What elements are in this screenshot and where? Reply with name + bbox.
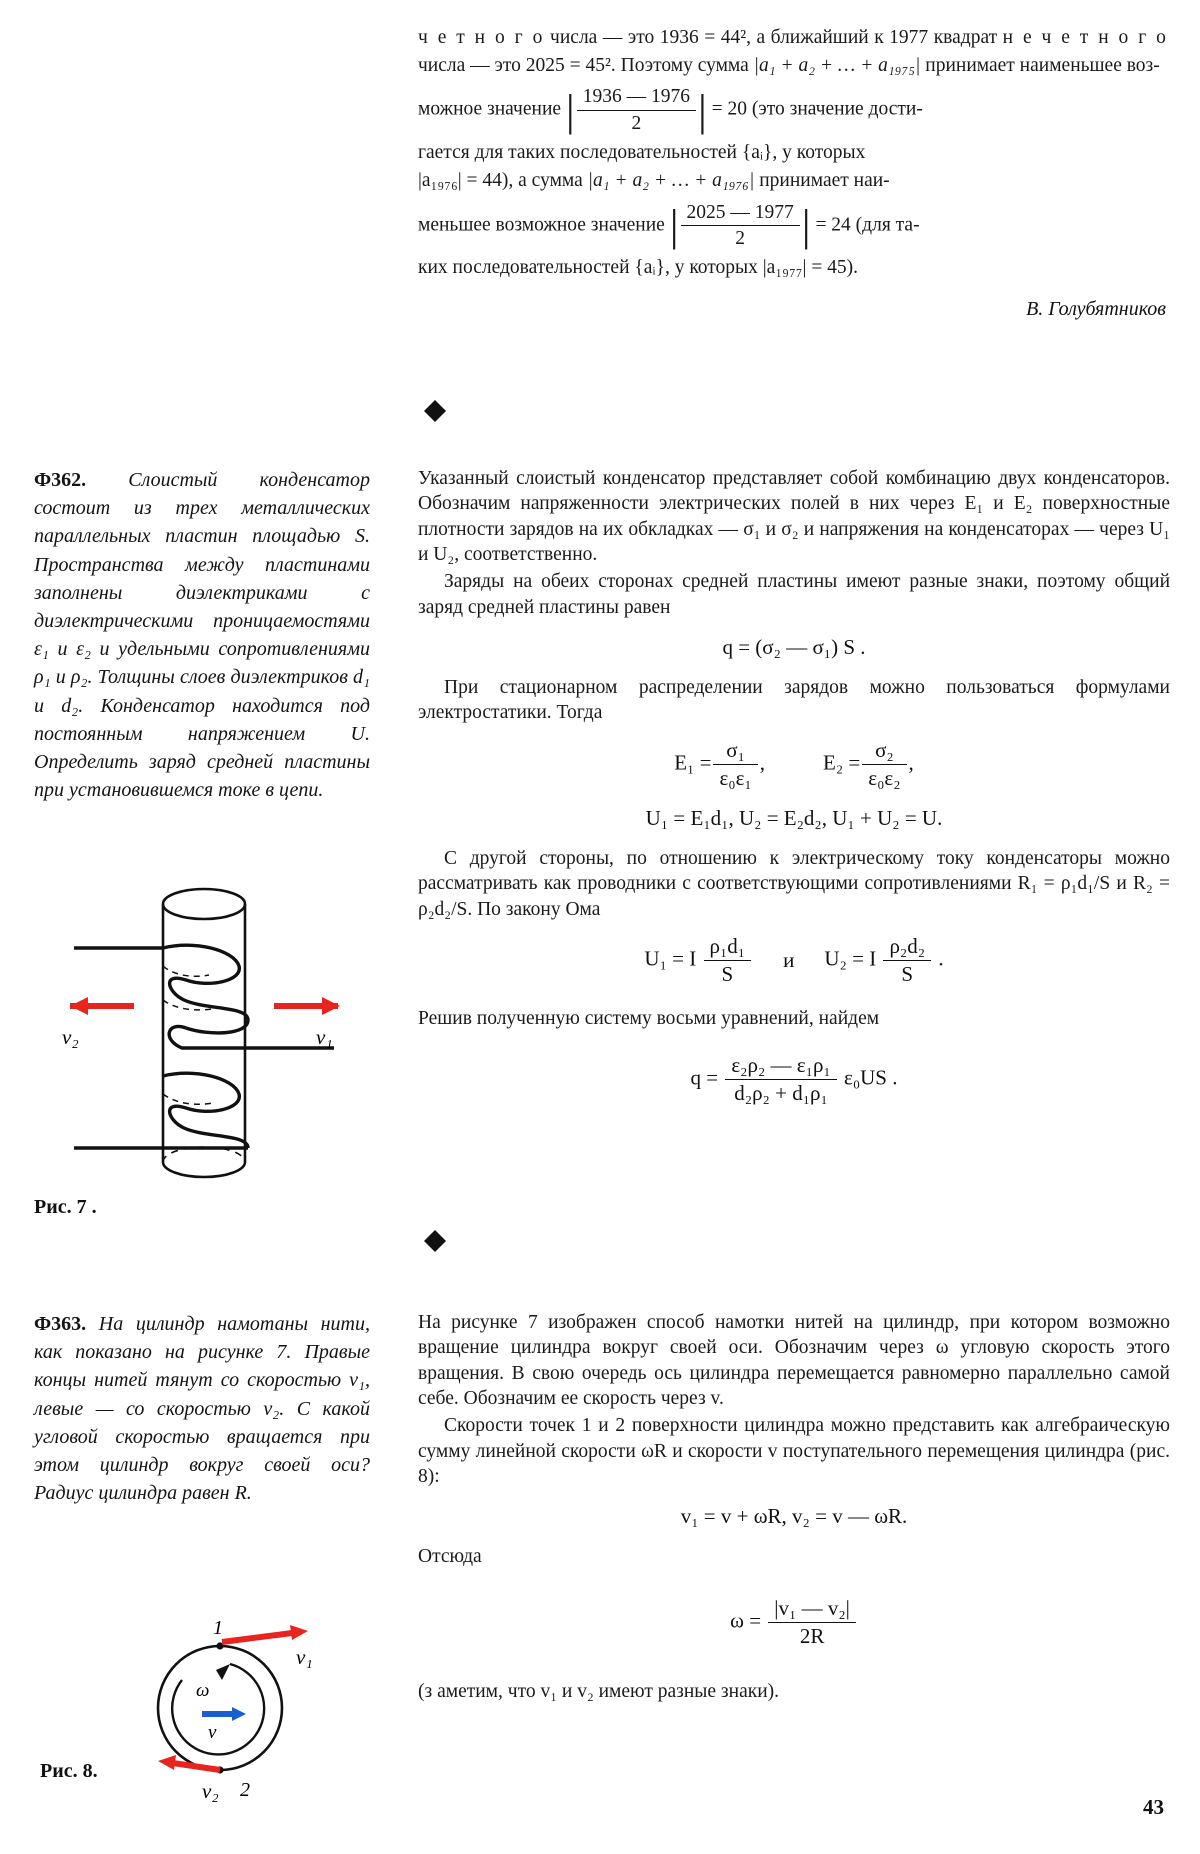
figure-8-velocity-v2-arrow (158, 1755, 220, 1770)
figure-7-label-v1: v₁ (316, 1025, 333, 1049)
p362-eq2-left: E₁ = $\frac{\text{σ₁}}{\text{ε₀ε₁}}$ , (674, 737, 765, 790)
top-line2-b: н е ч е т н о г о (1002, 27, 1169, 48)
p362-eq2-right-lhs: E₂ = (823, 750, 861, 775)
fraction-denominator: S (721, 962, 734, 987)
top-line3-b: |a₁ + a₂ + … + a₁₉₇₅| (753, 54, 921, 76)
p363-sol-p2: Скорости точек 1 и 2 поверхности цилиндра можно представить как алгебраическую сумму линейной скорости ωR и скорости v поступательного перемещения цилиндра (рис. 8): (418, 1415, 1170, 1488)
fraction-numerator: 1936 — 1976 (577, 85, 696, 110)
problem-363-statement-column (34, 1310, 370, 1507)
fraction-numerator: 2025 — 1977 (681, 201, 800, 226)
problem-363-number: Ф363. (34, 1313, 87, 1335)
figure-8-label-v2: v₂ (202, 1779, 219, 1803)
p362-equation-2 (418, 738, 1170, 791)
top-line1-b: числа — это (550, 27, 655, 48)
p362-eq4-right (824, 934, 943, 987)
top-frac-line-1 (418, 85, 1168, 135)
top-line4-a: можное значение (418, 98, 562, 120)
figure-8-label-v1: v₁ (296, 1645, 313, 1669)
p362-sol-p3: При стационарном распределении зарядов можно пользоваться формулами электростатики. Тогда (418, 677, 1170, 724)
figure-8 (110, 1610, 380, 1810)
velocity-arrow-v2 (70, 997, 134, 1015)
top-line2-e: Поэтому (620, 54, 693, 76)
top-line1-d: а ближайший к 1977 (756, 27, 929, 48)
figure-7-label-v2: v₂ (62, 1025, 79, 1049)
p362-eq2-left-lhs: E₁ = (674, 750, 712, 775)
p362-eq2-left-fraction (713, 738, 757, 791)
vbar-left-1: | (565, 85, 575, 135)
p362-eq5-lhs: q = (690, 1065, 719, 1090)
figure-8-caption: Рис. 8. (40, 1760, 98, 1782)
top-line2-a: квадрат (933, 27, 998, 48)
problem-362-statement-column (34, 466, 370, 804)
p363-sol-p3: Отсюда (418, 1546, 482, 1568)
fraction-numerator: ρ₂d₂ (883, 934, 931, 961)
p362-eq4-left-lhs: U₁ = I (644, 946, 697, 971)
figure-8-label-v: v (208, 1722, 217, 1743)
figure-8-label-omega: ω (196, 1680, 210, 1701)
top-line6 (418, 167, 1168, 195)
p362-eq5-fraction (725, 1053, 836, 1106)
p362-eq5-rhs: ε₀US . (844, 1065, 898, 1090)
top-frac-line-2 (418, 201, 1168, 251)
fraction-denominator: ε₀ε₂ (868, 765, 901, 790)
figure-7-caption: Рис. 7 . (34, 1196, 97, 1218)
figure-8-velocity-v-arrow (202, 1707, 246, 1721)
p363-eq2-fraction (768, 1596, 856, 1649)
top-line2-c: числа — это (418, 54, 521, 76)
author-signature: В. Голубятников (1026, 298, 1166, 320)
p362-eq4-left-fraction (704, 934, 752, 987)
fraction-numerator: |v₁ — v₂| (768, 1596, 856, 1623)
p362-equation-1: q = (σ₂ — σ₁) S . (722, 635, 866, 660)
velocity-arrow-v1 (274, 997, 340, 1015)
p362-equation-5 (418, 1053, 1170, 1106)
vbar-left-2: | (669, 200, 679, 250)
fraction-1936-1976-over-2 (577, 85, 696, 135)
figure-8-svg (110, 1610, 380, 1810)
top-line8: ких последовательностей {aᵢ}, у которых |a₁₉₇₇| = 45). (418, 257, 859, 279)
top-line6-b: |a₁ + a₂ + … + a₁₉₇₆| (587, 169, 755, 191)
fraction-numerator: ρ₁d₁ (704, 934, 752, 961)
problem-362-number: Ф362. (34, 469, 87, 491)
top-line7-a: меньшее возможное значение (418, 213, 665, 235)
top-line5: гается для таких последовательностей {aᵢ}, у которых (418, 142, 866, 164)
problem-363-solution-column (418, 1310, 1170, 1706)
p362-sol-p4: С другой стороны, по отношению к электрическому току конденсаторы можно рассматривать как проводники с соответствующими сопротивлениями R₁ = ρ₁d₁/S и R₂ = ρ₂d₂/S. По закону Ома (418, 848, 1170, 920)
top-line3-c: принимает наименьшее воз- (925, 54, 1160, 76)
figure-8-velocity-v1-arrow (222, 1625, 308, 1642)
diamond-separator-icon (424, 389, 446, 411)
top-line7-b: = 24 (для та- (815, 213, 920, 235)
top-line1-a: ч е т н о г о (418, 27, 545, 48)
fraction-denominator: 2R (799, 1623, 825, 1648)
top-line4-b: = 20 (это значение дости- (711, 98, 923, 120)
figure-8-label-2: 2 (240, 1779, 250, 1801)
fraction-numerator: σ₂ (862, 738, 906, 765)
p362-eq2-right-fraction (862, 738, 906, 791)
p362-sol-p5: Решив полученную систему восьми уравнений, найдем (418, 1007, 880, 1029)
p362-eq4-conjunction: и (783, 948, 795, 973)
problem-362-text: Слоистый конденсатор состоит из трех металлических параллельных пластин площадью S. Пространства между пластинами заполнены диэлектриками с диэлектрическими проницаемостями ε₁ и ε₂ и удельными сопротивлениями ρ₁ и ρ₂. Толщины слоев диэлектриков d₁ и d₂. Конденсатор находится под постоянным напряжением U. Определить заряд средней пластины при установившемся токе в цепи. (34, 469, 370, 802)
figure-7-svg (34, 880, 374, 1200)
fraction-numerator: ε₂ρ₂ — ε₁ρ₁ (725, 1053, 836, 1080)
diamond-separator-icon (424, 1219, 446, 1241)
top-line6-a: |a₁₉₇₆| = 44), а сумма (418, 169, 583, 191)
top-line1-c: 1936 = 44², (659, 27, 751, 48)
fraction-numerator: σ₁ (713, 738, 757, 765)
figure-8-label-1: 1 (213, 1617, 223, 1639)
p362-sol-p2: Заряды на обеих сторонах средней пластины имеют разные знаки, поэтому общий заряд средней пластины равен (418, 571, 1170, 618)
p362-eq4-right-lhs: U₂ = I (824, 946, 877, 971)
vbar-right-2: | (801, 200, 811, 250)
p363-sol-p4: (з аметим, что v₁ и v₂ имеют разные знаки). (418, 1681, 780, 1703)
problem-362-statement (34, 466, 370, 804)
p362-eq4-right-fraction (883, 934, 931, 987)
problem-363-statement (34, 1310, 370, 1507)
fraction-denominator: d₂ρ₂ + d₁ρ₁ (734, 1081, 828, 1106)
page-number: 43 (1143, 1795, 1164, 1819)
p363-equation-1: v₁ = v + ωR, v₂ = v — ωR. (680, 1504, 908, 1529)
p362-equation-3: U₁ = E₁d₁, U₂ = E₂d₂, U₁ + U₂ = U. (645, 806, 943, 831)
fraction-denominator: 2 (735, 227, 745, 249)
p362-eq4-period: . (938, 946, 944, 971)
top-paragraph (418, 24, 1168, 79)
p363-eq2-lhs: ω = (730, 1608, 762, 1633)
p362-eq2-right: E₂ = $\frac{\text{σ₂}}{\text{ε₀ε₂}}$ , (823, 737, 914, 790)
problem-363-text: На цилиндр намотаны нити, как показано на рисунке 7. Правые концы нитей тянут со скоростью v₁, левые — со скоростью v₂. С какой угловой скоростью вращается при этом цилиндр вокруг своей оси? Радиус цилиндра равен R. (34, 1313, 370, 1505)
top-line2-d: 2025 = 45². (525, 54, 616, 76)
answer-continuation-block (418, 24, 1168, 321)
top-line3-a: сумма (697, 54, 749, 76)
p362-equation-4 (418, 934, 1170, 987)
fraction-2025-1977-over-2 (681, 201, 800, 251)
p362-eq4-left (644, 934, 753, 987)
fraction-denominator: S (901, 962, 914, 987)
fraction-denominator: ε₀ε₁ (719, 765, 752, 790)
p363-equation-2 (418, 1596, 1170, 1649)
top-line6-c: принимает наи- (759, 169, 890, 191)
p362-sol-p1: Указанный слоистый конденсатор представляет собой комбинацию двух конденсаторов. Обозначим напряженности электрических полей в них через E₁ и E₂ поверхностные плотности зарядов на их обкладках — σ₁ и σ₂ и напряжения на конденсаторах — через U₁ и U₂, соответственно. (418, 468, 1170, 566)
figure-7 (34, 880, 374, 1200)
fraction-denominator: 2 (631, 112, 642, 134)
vbar-right-1: | (697, 85, 707, 135)
p363-sol-p1: На рисунке 7 изображен способ намотки нитей на цилиндр, при котором возможно вращение цилиндра вокруг своей оси. Обозначим через ω угловую скорость этого вращения. В свою очередь ось цилиндра перемещается равномерно параллельно самой себе. Обозначим ее скорость через v. (418, 1312, 1170, 1410)
problem-362-solution-column (418, 466, 1170, 1121)
